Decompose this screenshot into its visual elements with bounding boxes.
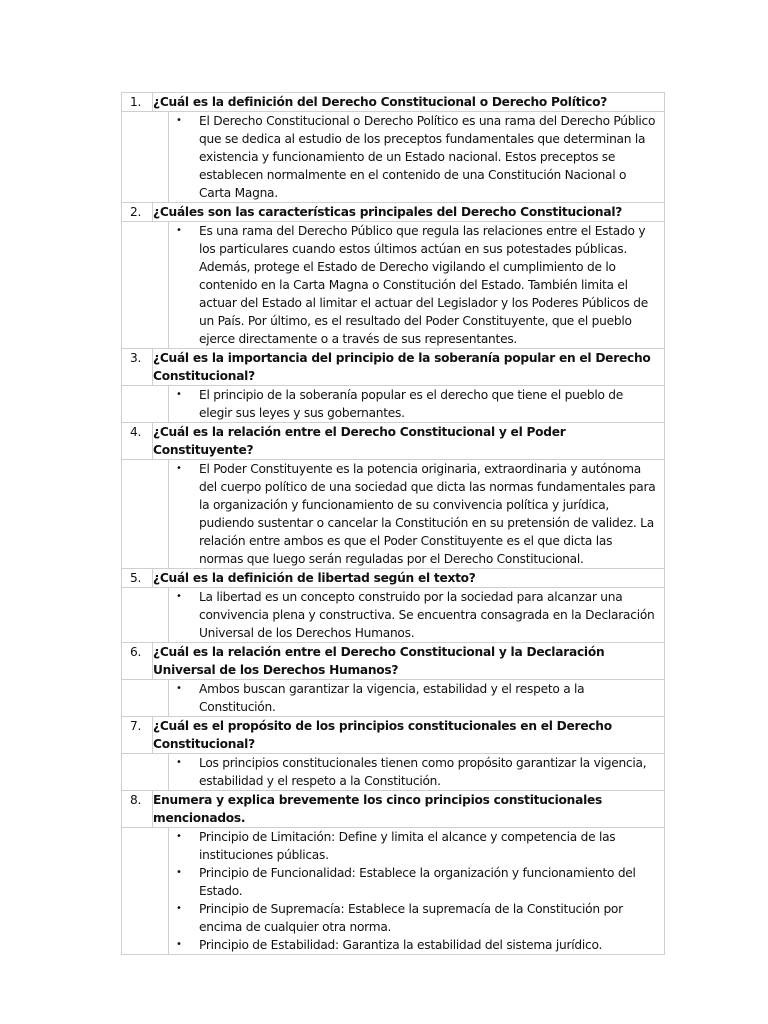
answer-text: Principio de Estabilidad: Garantiza la estabilidad del sistema jurídico. — [199, 938, 603, 952]
answer-item — [169, 386, 664, 422]
answer-row — [121, 679, 665, 716]
answer-text: La libertad es un concepto construido por la sociedad para alcanzar una convivencia plena y constructiva. Se encuentra consagrada en la Declaración Universal de los Derechos Humanos. — [199, 590, 655, 640]
question-number: 3. — [122, 349, 153, 385]
answer-row — [121, 111, 665, 202]
answer-text: Es una rama del Derecho Público que regula las relaciones entre el Estado y los particulares cuando estos últimos actúan en sus potestades públicas. Además, protege el Estado de Derecho vigilando el cumplimiento de lo contenido en la Carta Magna o Constitución del Estado. También limita el actuar del Estado al limitar el actuar del Legislador y los Poderes Públicos de un País. Por último, es el resultado del Poder Constituyente, que el pueblo ejerce directamente o a través de sus representantes. — [199, 224, 648, 346]
answer-indent-cell — [122, 222, 169, 348]
answer-item — [169, 588, 664, 642]
answer-indent-cell — [122, 386, 169, 422]
question-number: 2. — [122, 203, 153, 221]
answer-list — [169, 680, 664, 716]
question-text: ¿Cuáles son las características principales del Derecho Constitucional? — [153, 205, 623, 219]
bullet-icon: • — [176, 591, 182, 602]
answer-item — [169, 460, 664, 568]
answer-indent-cell — [122, 680, 169, 716]
question-text: ¿Cuál es la importancia del principio de la soberanía popular en el Derecho Constitucional? — [153, 351, 651, 383]
answer-list — [169, 112, 664, 202]
question-text: ¿Cuál es la definición del Derecho Constitucional o Derecho Político? — [153, 95, 608, 109]
answer-item — [169, 828, 664, 864]
answer-row — [121, 385, 665, 422]
question-row — [121, 348, 665, 385]
bullet-icon: • — [176, 389, 182, 400]
question-number: 4. — [122, 423, 153, 459]
question-row — [121, 642, 665, 679]
question-row — [121, 790, 665, 827]
question-row — [121, 92, 665, 111]
answer-list — [169, 222, 664, 348]
answer-indent-cell — [122, 828, 169, 954]
bullet-icon: • — [176, 683, 182, 694]
answer-text: Principio de Funcionalidad: Establece la organización y funcionamiento del Estado. — [199, 866, 636, 898]
answer-item — [169, 222, 664, 348]
question-row — [121, 422, 665, 459]
question-number: 1. — [122, 93, 153, 111]
bullet-icon: • — [176, 115, 182, 126]
answer-item — [169, 112, 664, 202]
answer-indent-cell — [122, 460, 169, 568]
answer-text: El Derecho Constitucional o Derecho Político es una rama del Derecho Público que se dedica al estudio de los preceptos fundamentales que determinan la existencia y funcionamiento de un Estado nacional. Estos preceptos se establecen normalmente en el contenido de una Constitución Nacional o Carta Magna. — [199, 114, 656, 200]
bullet-icon: • — [176, 903, 182, 914]
answer-indent-cell — [122, 588, 169, 642]
answer-row — [121, 459, 665, 568]
answer-text: Principio de Supremacía: Establece la supremacía de la Constitución por encima de cualquier otra norma. — [199, 902, 623, 934]
bullet-icon: • — [176, 831, 182, 842]
question-number: 8. — [122, 791, 153, 827]
bullet-icon: • — [176, 867, 182, 878]
answer-row — [121, 587, 665, 642]
answer-item — [169, 680, 664, 716]
qa-table — [121, 92, 665, 955]
question-row — [121, 202, 665, 221]
answer-row — [121, 753, 665, 790]
bullet-icon: • — [176, 757, 182, 768]
question-number: 5. — [122, 569, 153, 587]
bullet-icon: • — [176, 225, 182, 236]
answer-list — [169, 754, 664, 790]
answer-text: Ambos buscan garantizar la vigencia, estabilidad y el respeto a la Constitución. — [199, 682, 585, 714]
question-text: ¿Cuál es la relación entre el Derecho Constitucional y la Declaración Universal de los Derechos Humanos? — [153, 645, 605, 677]
answer-text: Principio de Limitación: Define y limita el alcance y competencia de las instituciones públicas. — [199, 830, 616, 862]
answer-indent-cell — [122, 754, 169, 790]
question-text: ¿Cuál es el propósito de los principios constitucionales en el Derecho Constitucional? — [153, 719, 612, 751]
question-row — [121, 568, 665, 587]
answer-text: Los principios constitucionales tienen como propósito garantizar la vigencia, estabilidad y el respeto a la Constitución. — [199, 756, 647, 788]
question-text: Enumera y explica brevemente los cinco principios constitucionales mencionados. — [153, 793, 603, 825]
question-text: ¿Cuál es la relación entre el Derecho Constitucional y el Poder Constituyente? — [153, 425, 566, 457]
answer-list — [169, 386, 664, 422]
question-text: ¿Cuál es la definición de libertad según el texto? — [153, 571, 476, 585]
answer-item — [169, 900, 664, 936]
bullet-icon: • — [176, 939, 182, 950]
answer-list — [169, 588, 664, 642]
answer-row — [121, 827, 665, 955]
answer-text: El principio de la soberanía popular es el derecho que tiene el pueblo de elegir sus leyes y sus gobernantes. — [199, 388, 624, 420]
answer-list — [169, 828, 664, 954]
answer-item — [169, 936, 664, 954]
answer-item — [169, 864, 664, 900]
answer-list — [169, 460, 664, 568]
question-number: 7. — [122, 717, 153, 753]
answer-item — [169, 754, 664, 790]
answer-indent-cell — [122, 112, 169, 202]
question-row — [121, 716, 665, 753]
question-number: 6. — [122, 643, 153, 679]
bullet-icon: • — [176, 463, 182, 474]
answer-text: El Poder Constituyente es la potencia originaria, extraordinaria y autónoma del cuerpo político de una sociedad que dicta las normas fundamentales para la organización y funcionamiento de su convivencia política y jurídica, pudiendo sustentar o cancelar la Constitución en su pretensión de validez. La relación entre ambos es que el Poder Constituyente es el que dicta las normas que luego serán reguladas por el Derecho Constitucional. — [199, 462, 656, 566]
answer-row — [121, 221, 665, 348]
